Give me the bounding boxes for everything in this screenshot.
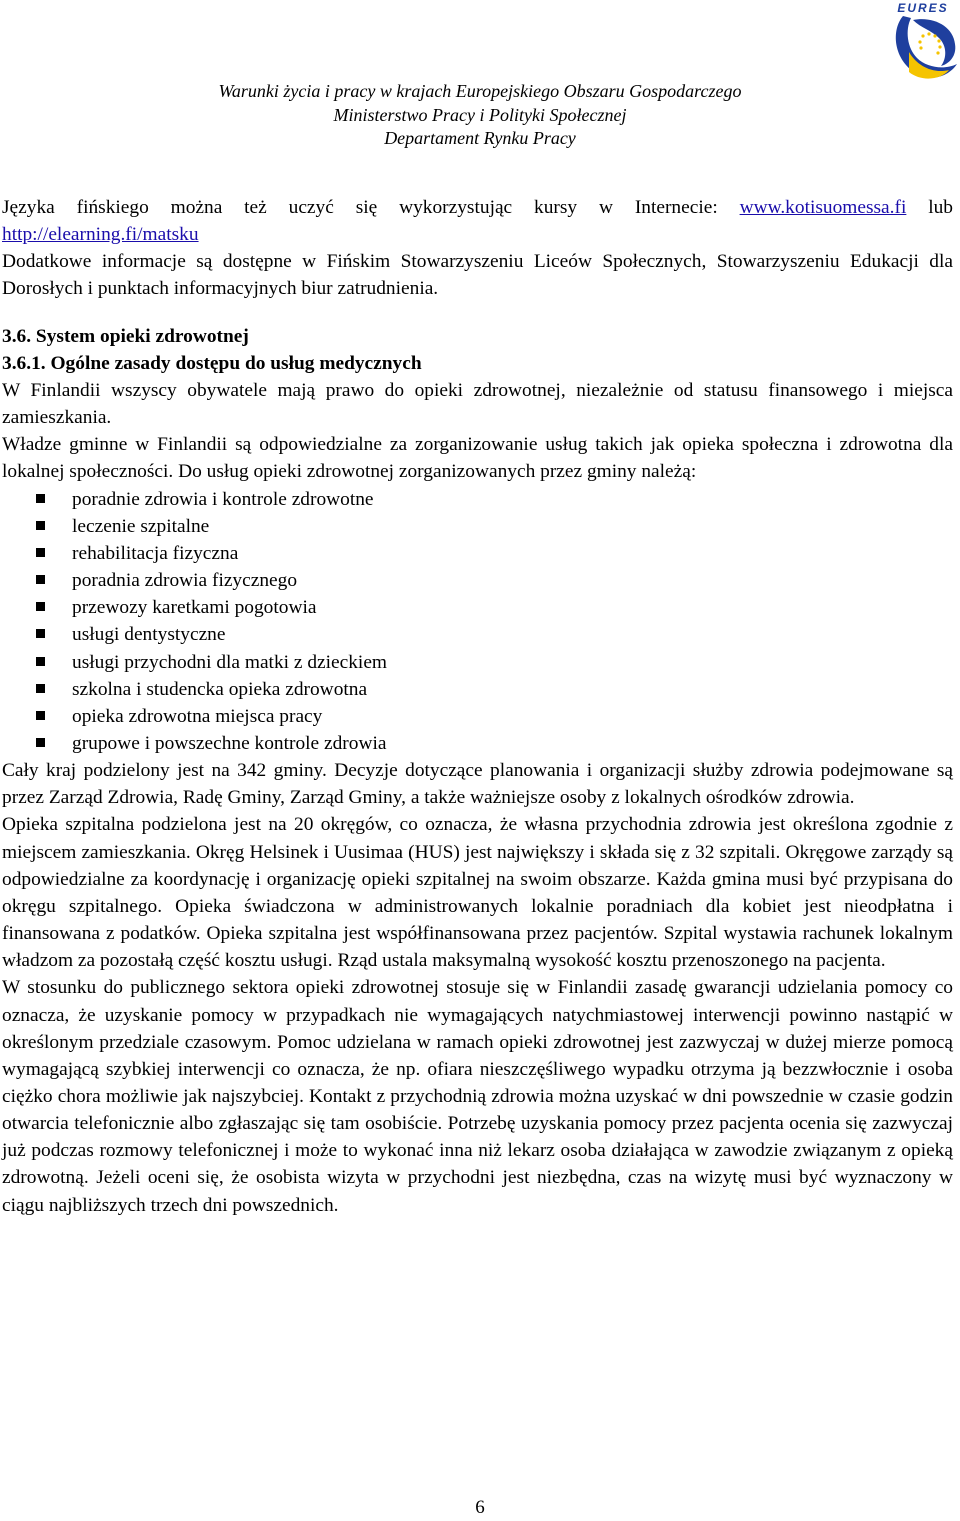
- intro-paragraph: [2, 194, 953, 248]
- intro-text-before: Języka fińskiego można też uczyć się wykorzystując kursy w Internecie:: [2, 197, 740, 218]
- list-item: [34, 730, 953, 757]
- list-item-text: usługi przychodni dla matki z dzieckiem: [72, 651, 388, 673]
- paragraph-5: W stosunku do publicznego sektora opieki zdrowotnej stosuje się w Finlandii zasadę gwarancji udzielania pomocy co oznacza, że uzyskanie pomocy w przypadkach nie wymagających natychmiastowej interwencji powinno nastąpić w określonym przedziale czasowym. Pomoc udzielana w ramach opieki zdrowotnej jest zazwyczaj w dużej mierze pomocą wymagającą szybkiej interwencji co oznacza, że np. ofiara nieszczęśliwego wypadku otrzyma ją bezzwłocznie i osoba ciężko chora możliwie jak najszybciej. Kontakt z przychodnią zdrowia można uzyskać w dni powszednie w czasie godzin otwarcia telefonicznie albo zgłaszając się tam osobiście. Potrzebę uzyskania pomocy przez pacjenta ocenia się zazwyczaj już podczas rozmowy telefonicznej i może to wykonać inna niż lekarz osoba działająca w zawodzie związanym z opieką zdrowotną. Jeżeli oceni się, że osobista wizyta w przychodni jest niezbędna, czas na wizytę musi być wyznaczony w ciągu najbliższych trzech dni powszednich.: [2, 977, 953, 1216]
- paragraph-1: W Finlandii wszyscy obywatele mają prawo do opieki zdrowotnej, niezależnie od statusu finansowego i miejsca zamieszkania.: [2, 379, 953, 429]
- bullet-square-icon: [36, 521, 45, 530]
- intro-paragraph-2: Dodatkowe informacje są dostępne w Fińskim Stowarzyszeniu Liceów Społecznych, Stowarzyszeniu Edukacji dla Dorosłych i punktach informacyjnych biur zatrudnienia.: [2, 251, 953, 300]
- paragraph-3: Cały kraj podzielony jest na 342 gminy. Decyzje dotyczące planowania i organizacji służby zdrowia podejmowane są przez Zarząd Zdrowia, Radę Gminy, Zarząd Gminy, a także ważniejsze osoby z lokalnych ośrodków zdrowia.: [2, 760, 953, 809]
- subsection-heading: 3.6.1. Ogólne zasady dostępu do usług medycznych: [2, 352, 422, 374]
- intro-text-between: lub: [906, 197, 953, 218]
- list-item-text: usługi dentystyczne: [72, 624, 226, 646]
- page-number: 6: [475, 1497, 485, 1518]
- list-item-text: leczenie szpitalne: [72, 515, 210, 537]
- bullet-square-icon: [36, 738, 45, 747]
- bullet-square-icon: [36, 602, 45, 611]
- list-item: [34, 567, 953, 594]
- list-item-text: szkolna i studencka opieka zdrowotna: [72, 678, 368, 700]
- list-item: [34, 649, 953, 676]
- eures-logo: [883, 0, 960, 90]
- list-item: [34, 703, 953, 730]
- list-item-text: poradnie zdrowia i kontrole zdrowotne: [72, 488, 374, 510]
- link-elearning[interactable]: http://elearning.fi/matsku: [2, 224, 199, 246]
- services-list: [2, 486, 953, 758]
- running-header: [0, 80, 960, 151]
- list-item-text: poradnia zdrowia fizycznego: [72, 570, 298, 592]
- list-item: [34, 513, 953, 540]
- list-item-text: opieka zdrowotna miejsca pracy: [72, 705, 323, 727]
- header-line-1: Warunki życia i pracy w krajach Europejskiego Obszaru Gospodarczego: [218, 81, 742, 101]
- list-item: [34, 621, 953, 648]
- list-item: [34, 540, 953, 567]
- section-heading: 3.6. System opieki zdrowotnej: [2, 325, 249, 347]
- bullet-square-icon: [36, 629, 45, 638]
- link-kotisuomessa[interactable]: www.kotisuomessa.fi: [739, 197, 907, 218]
- list-item: [34, 676, 953, 703]
- document-body: [2, 194, 953, 1219]
- paragraph-2: Władze gminne w Finlandii są odpowiedzialne za zorganizowanie usług takich jak opieka społeczna i zdrowotna dla lokalnej społeczności. Do usług opieki zdrowotnej zorganizowanych przez gminy należą:: [2, 434, 953, 483]
- paragraph-4: Opieka szpitalna podzielona jest na 20 okręgów, co oznacza, że własna przychodnia zdrowia jest określona zgodnie z miejscem zamieszkania. Okręg Helsinek i Uusimaa (HUS) jest największy i składa się z 32 szpitali. Okręgowe zarządy są odpowiedzialne za koordynację i organizację opieki szpitalnej na swoim obszarze. Każda gmina musi być przypisana do okręgu szpitalnego. Opieka świadczona w administrowanych lokalnie poradniach dla kobiet jest nieodpłatna i finansowana z podatków. Opieka szpitalna jest współfinansowana przez pacjentów. Szpital wystawia rachunek lokalnym władzom za pozostałą część kosztu usługi. Rząd ustala maksymalną wysokość kosztu przenoszonego na pacjenta.: [2, 814, 953, 972]
- list-item-text: grupowe i powszechne kontrole zdrowia: [72, 732, 387, 754]
- list-item: [34, 594, 953, 621]
- bullet-square-icon: [36, 494, 45, 503]
- header-line-2: Ministerstwo Pracy i Polityki Społecznej: [333, 104, 627, 125]
- list-item: [34, 486, 953, 513]
- list-item-text: rehabilitacja fizyczna: [72, 542, 239, 564]
- bullet-square-icon: [36, 575, 45, 584]
- bullet-square-icon: [36, 711, 45, 720]
- header-line-3: Departament Rynku Pracy: [384, 128, 576, 148]
- eures-logo-text: EURES: [897, 1, 949, 15]
- bullet-square-icon: [36, 657, 45, 666]
- bullet-square-icon: [36, 548, 45, 557]
- bullet-square-icon: [36, 684, 45, 693]
- list-item-text: przewozy karetkami pogotowia: [72, 597, 317, 619]
